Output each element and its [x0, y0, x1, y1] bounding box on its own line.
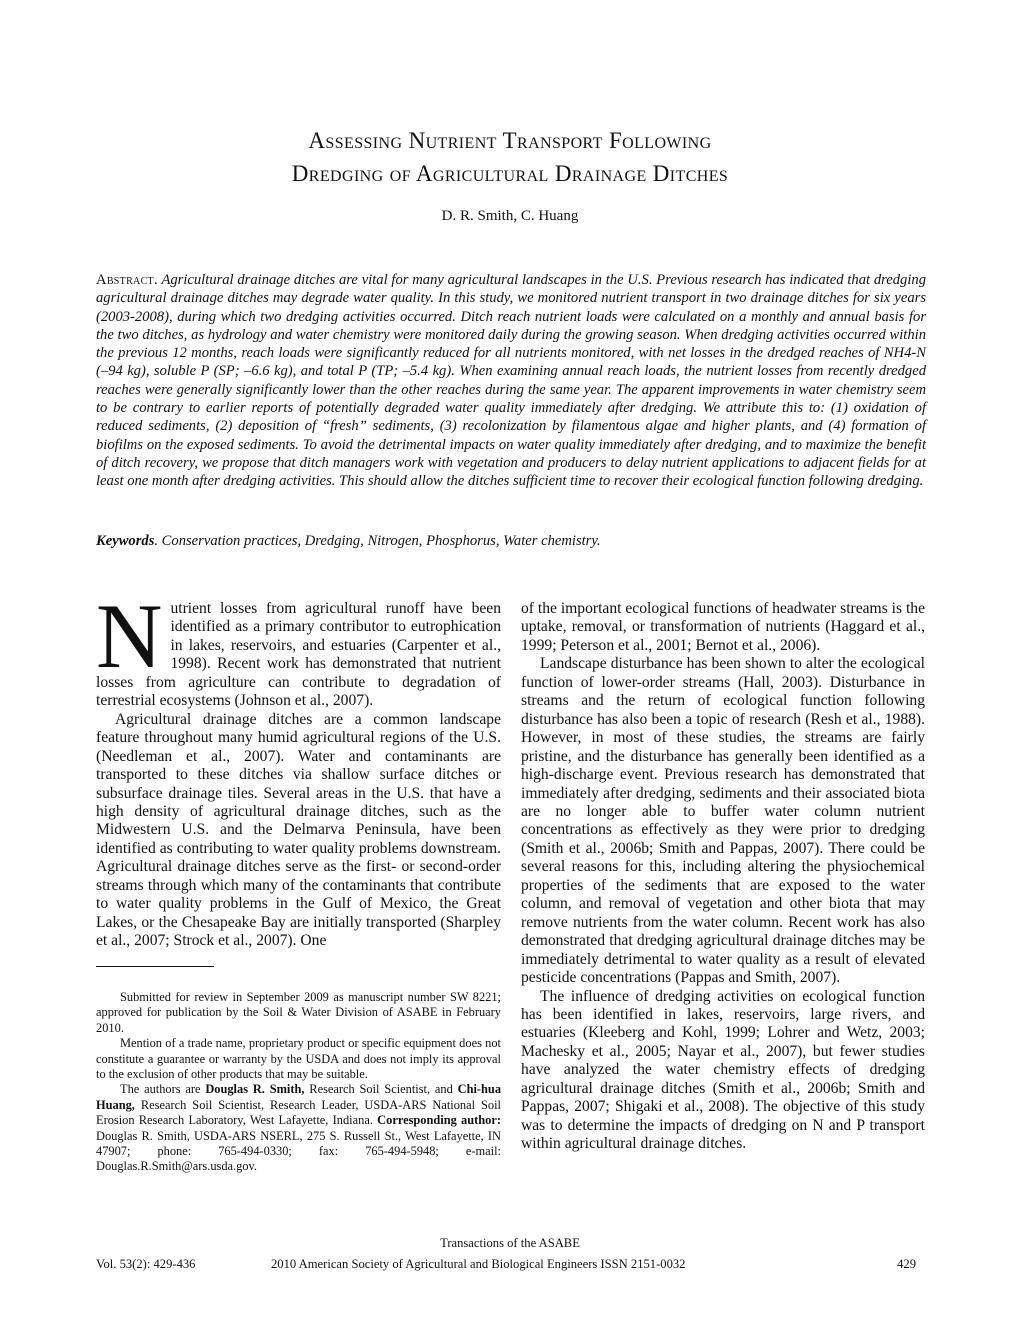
- keywords: [96, 533, 926, 550]
- paper-title: [0, 124, 1020, 190]
- footnote-affiliation: Research Soil Scientist, Research Leader, USDA-ARS National Soil Erosion Research Laboratory, West Lafayette, Indiana.: [96, 1097, 501, 1128]
- footnote-divider: [96, 966, 214, 967]
- footnotes: [96, 990, 501, 1175]
- footnote-authors: [96, 1082, 501, 1174]
- footnote-disclaimer: Mention of a trade name, proprietary product or specific equipment does not constitute a guarantee or warranty by the USDA and does not imply its approval to the exclusion of other products that may be suitable.: [96, 1036, 501, 1082]
- right-paragraph-3: The influence of dredging activities on ecological function has been identified in lakes, reservoirs, large rivers, and estuaries (Kleeberg and Kohl, 1999; Lohrer and Wetz, 2003; Machesky et al., 2005; Nayar et al., 2007), but fewer studies have analyzed the water chemistry effects of dredging agricultural drainage ditches (Smith et al., 2006b; Smith and Pappas, 2007; Shigaki et al., 2008). The objective of this study was to determine the impacts of dredging on N and P transport within agricultural drainage ditches.: [521, 987, 925, 1153]
- title-line-1: Assessing Nutrient Transport Following: [308, 128, 712, 153]
- footnote-author-1: Douglas R. Smith,: [205, 1082, 305, 1097]
- intro-paragraph-1: [96, 585, 501, 711]
- corresponding-author-label: Corresponding author:: [377, 1113, 501, 1128]
- footer-volume: Vol. 53(2): 429-436: [96, 1257, 196, 1271]
- footnote-authors-pre: The authors are: [120, 1082, 206, 1097]
- footer-journal: Transactions of the ASABE: [440, 1236, 580, 1250]
- abstract-label: Abstract.: [96, 272, 158, 288]
- intro-paragraph-1-text: utrient losses from agricultural runoff have been identified as a primary contributor to eutrophication in lakes, reservoirs, and estuaries (Carpenter et al., 1998). Recent work has demonstrated that nutrient losses from agriculture can contribute to degradation of terrestrial ecosystems (Johnson et al., 2007).: [96, 600, 501, 710]
- footnote-authors-mid: Research Soil Scientist, and: [304, 1082, 458, 1097]
- left-column: [96, 585, 501, 951]
- right-paragraph-2: Landscape disturbance has been shown to alter the ecological function of lower-order streams (Hall, 2003). Disturbance in streams and the return of ecological function following disturbance has also been a topic of research (Resh et al., 1988). However, in most of these studies, the streams are fairly pristine, and the disturbance has generally been identified as a high-discharge event. Previous research has demonstrated that immediately after dredging, sediments and their associated biota are no longer able to buffer water column nutrient concentrations as effectively as they were prior to dredging (Smith et al., 2006b; Smith and Pappas, 2007). There could be several reasons for this, including altering the physiochemical properties of the sediments that are exposed to the water column, and removal of vegetation and other biota that may remove nutrients from the water column. Recent work has also demonstrated that dredging agricultural drainage ditches may be immediately detrimental to water quality as a result of elevated pesticide concentrations (Pappas and Smith, 2007).: [521, 655, 925, 987]
- footnote-author-2: Chi-hua Huang,: [96, 1082, 502, 1112]
- corresponding-author-details: Douglas R. Smith, USDA-ARS NSERL, 275 S. Russell St., West Lafayette, IN 47907; phone: 765-494-0330; fax: 765-494-5948; e-mail: Douglas.R.Smith@ars.usda.gov.: [96, 1128, 501, 1174]
- keywords-label: Keywords: [96, 533, 155, 549]
- abstract: [96, 271, 926, 491]
- right-column: [521, 600, 925, 1154]
- title-line-2: Dredging of Agricultural Drainage Ditches: [291, 161, 729, 186]
- footer-copyright: 2010 American Society of Agricultural and Biological Engineers ISSN 2151-0032: [271, 1257, 686, 1271]
- keywords-text: . Conservation practices, Dredging, Nitrogen, Phosphorus, Water chemistry.: [154, 533, 601, 549]
- drop-cap: N: [96, 585, 163, 687]
- footer-page-number: 429: [897, 1257, 916, 1271]
- abstract-text: Agricultural drainage ditches are vital for many agricultural landscapes in the U.S. Previous research has indicated that dredging agricultural drainage ditches may degrade water quality. In this study, we monitored nutrient transport in two drainage ditches for six years (2003-2008), during which two dredging activities occurred. Ditch reach nutrient loads were calculated on a monthly and annual basis for the two ditches, as hydrology and water chemistry were monitored daily during the growing season. When dredging activities occurred within the previous 12 months, reach loads were significantly reduced for all nutrients monitored, with net losses in the dredged reaches of NH4-N (–94 kg), soluble P (SP; –6.6 kg), and total P (TP; –5.4 kg). When examining annual reach loads, the nutrient losses from recently dredged reaches were generally significantly lower than the other reaches during the same year. The apparent improvements in water chemistry seem to be contrary to earlier reports of potentially degraded water quality immediately after dredging. We attribute this to: (1) oxidation of reduced sediments, (2) deposition of “fresh” sediments, (3) recolonization by filamentous algae and higher plants, and (4) formation of biofilms on the exposed sediments. To avoid the detrimental impacts on water quality immediately after dredging, and to maximize the benefit of ditch recovery, we propose that ditch managers work with vegetation and producers to delay nutrient applications to adjacent fields for at least one month after dredging activities. This should allow the ditches sufficient time to recover their ecological function following dredging.: [96, 272, 926, 490]
- intro-paragraph-2: Agricultural drainage ditches are a common landscape feature throughout many humid agricultural regions of the U.S. (Needleman et al., 2007). Water and contaminants are transported to these ditches via shallow surface ditches or subsurface drainage tiles. Several areas in the U.S. that have a high density of agricultural drainage ditches, such as the Midwestern U.S. and the Delmarva Peninsula, have been identified as contributing to water quality problems downstream. Agricultural drainage ditches serve as the first- or second-order streams through which many of the contaminants that contribute to water quality problems in the Gulf of Mexico, the Great Lakes, or the Chesapeake Bay are initially transported (Sharpley et al., 2007; Strock et al., 2007). One: [96, 710, 501, 950]
- right-paragraph-1: of the important ecological functions of headwater streams is the uptake, removal, or transformation of nutrients (Haggard et al., 1999; Peterson et al., 2001; Bernot et al., 2006).: [521, 600, 926, 654]
- footnote-submission: Submitted for review in September 2009 as manuscript number SW 8221; approved for publication by the Soil & Water Division of ASABE in February 2010.: [96, 990, 501, 1035]
- authors: D. R. Smith, C. Huang: [441, 208, 579, 224]
